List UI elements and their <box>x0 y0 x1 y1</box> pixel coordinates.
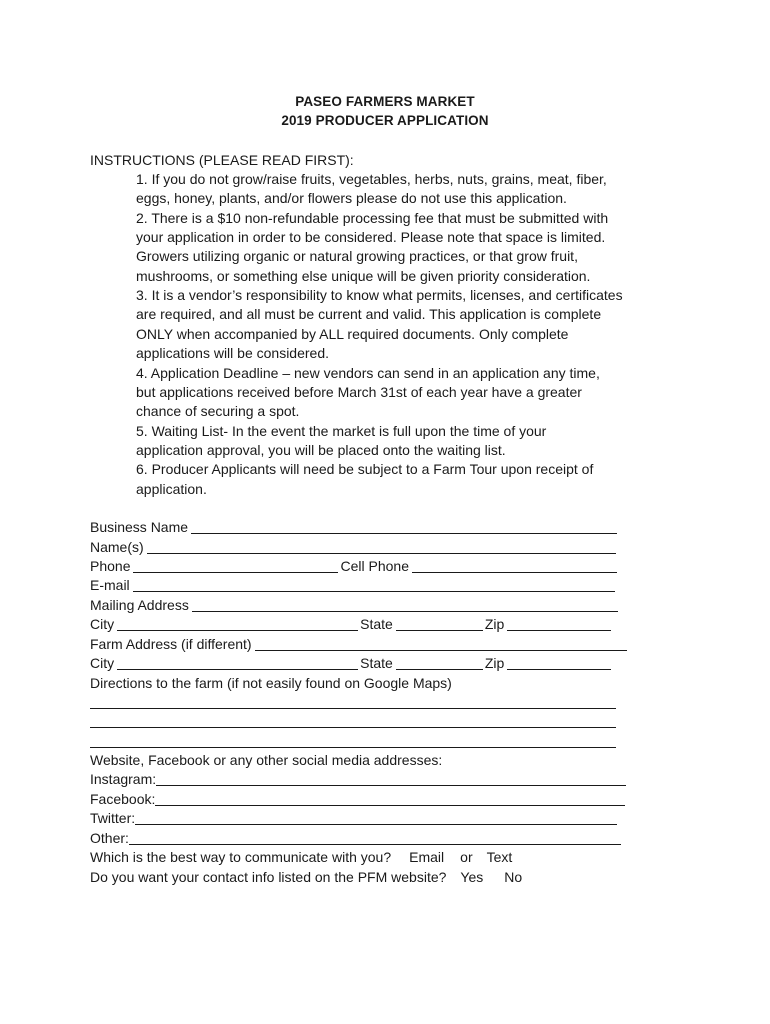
names-field[interactable] <box>147 539 616 554</box>
instruction-line: eggs, honey, plants, and/or flowers please do not use this application. <box>136 190 567 206</box>
title-line-1: PASEO FARMERS MARKET <box>295 94 475 109</box>
instruction-line: ONLY when accompanied by ALL required documents. Only complete <box>136 326 569 342</box>
farm-state-field[interactable] <box>396 655 483 670</box>
mailing-address-label: Mailing Address <box>90 597 189 613</box>
instruction-line: mushrooms, or something else unique will be given priority consideration. <box>136 268 591 284</box>
twitter-label: Twitter: <box>90 810 136 826</box>
farm-zip-field[interactable] <box>507 655 611 670</box>
farm-address-field[interactable] <box>255 636 627 651</box>
facebook-field[interactable] <box>155 791 625 806</box>
instruction-line: 3. It is a vendor’s responsibility to know what permits, licenses, and certificates <box>136 287 623 303</box>
instruction-line: are required, and all must be current and valid. This application is complete <box>136 306 602 322</box>
farm-city-field[interactable] <box>117 655 358 670</box>
mailing-address-field[interactable] <box>192 597 618 612</box>
instruction-line: applications will be considered. <box>136 345 329 361</box>
farm-zip-label: Zip <box>484 655 505 671</box>
instruction-line: 1. If you do not grow/raise fruits, vegetables, herbs, nuts, grains, meat, fiber, <box>136 171 607 187</box>
instruction-line: 5. Waiting List- In the event the market is full upon the time of your <box>136 423 547 439</box>
cell-phone-label: Cell Phone <box>340 558 409 574</box>
email-row <box>90 576 617 595</box>
state-field[interactable] <box>396 616 483 631</box>
instagram-field[interactable] <box>156 771 626 786</box>
instruction-line: chance of securing a spot. <box>136 403 300 419</box>
social-heading: Website, Facebook or any other social media addresses: <box>90 752 443 768</box>
business-name-field[interactable] <box>191 519 617 534</box>
city-label: City <box>90 616 115 632</box>
directions-line-3[interactable] <box>90 747 616 748</box>
communicate-or: or <box>460 849 473 865</box>
farm-city-label: City <box>90 655 115 671</box>
instagram-row <box>90 770 628 789</box>
communicate-text-option[interactable]: Text <box>486 849 513 865</box>
state-label: State <box>360 616 393 632</box>
communicate-question: Which is the best way to communicate with you? <box>90 849 392 865</box>
zip-label: Zip <box>484 616 505 632</box>
instruction-line: your application in order to be considered. Please note that space is limited. <box>136 229 606 245</box>
other-field[interactable] <box>129 830 621 845</box>
title-line-2: 2019 PRODUCER APPLICATION <box>281 113 489 128</box>
names-label: Name(s) <box>90 539 144 555</box>
instruction-line: 2. There is a $10 non-refundable processing fee that must be submitted with <box>136 210 609 226</box>
other-row <box>90 829 623 848</box>
listed-question: Do you want your contact info listed on the PFM website? <box>90 869 447 885</box>
communicate-row <box>90 848 512 867</box>
phone-field[interactable] <box>133 558 338 573</box>
listed-no-option[interactable]: No <box>504 869 523 885</box>
city-field[interactable] <box>117 616 358 631</box>
listed-row <box>90 868 522 887</box>
instruction-line: application. <box>136 481 207 497</box>
facebook-label: Facebook: <box>90 791 156 807</box>
instagram-label: Instagram: <box>90 771 157 787</box>
twitter-field[interactable] <box>135 810 617 825</box>
directions-line-1[interactable] <box>90 708 616 709</box>
city-row <box>90 615 613 634</box>
instruction-line: 6. Producer Applicants will need be subject to a Farm Tour upon receipt of <box>136 461 594 477</box>
business-name-label: Business Name <box>90 519 189 535</box>
cell-phone-field[interactable] <box>412 558 617 573</box>
phone-row <box>90 557 619 576</box>
email-label: E-mail <box>90 577 130 593</box>
other-label: Other: <box>90 830 129 846</box>
instruction-line: application approval, you will be placed onto the waiting list. <box>136 442 506 458</box>
farm-address-label: Farm Address (if different) <box>90 636 252 652</box>
directions-label: Directions to the farm (if not easily found on Google Maps) <box>90 675 452 691</box>
instruction-line: 4. Application Deadline – new vendors can send in an application any time, <box>136 365 600 381</box>
farm-address-row <box>90 635 629 654</box>
twitter-row <box>90 809 619 828</box>
listed-yes-option[interactable]: Yes <box>460 869 484 885</box>
names-row <box>90 538 618 557</box>
instructions-heading: INSTRUCTIONS (PLEASE READ FIRST): <box>90 152 354 168</box>
farm-state-label: State <box>360 655 393 671</box>
facebook-row <box>90 790 627 809</box>
directions-line-2[interactable] <box>90 727 616 728</box>
instruction-line: Growers utilizing organic or natural growing practices, or that grow fruit, <box>136 248 578 264</box>
farm-city-row <box>90 654 613 673</box>
business-name-row <box>90 518 619 537</box>
mailing-address-row <box>90 596 620 615</box>
instruction-line: but applications received before March 31st of each year have a greater <box>136 384 582 400</box>
zip-field[interactable] <box>507 616 611 631</box>
communicate-email-option[interactable]: Email <box>409 849 445 865</box>
email-field[interactable] <box>133 577 615 592</box>
phone-label: Phone <box>90 558 131 574</box>
